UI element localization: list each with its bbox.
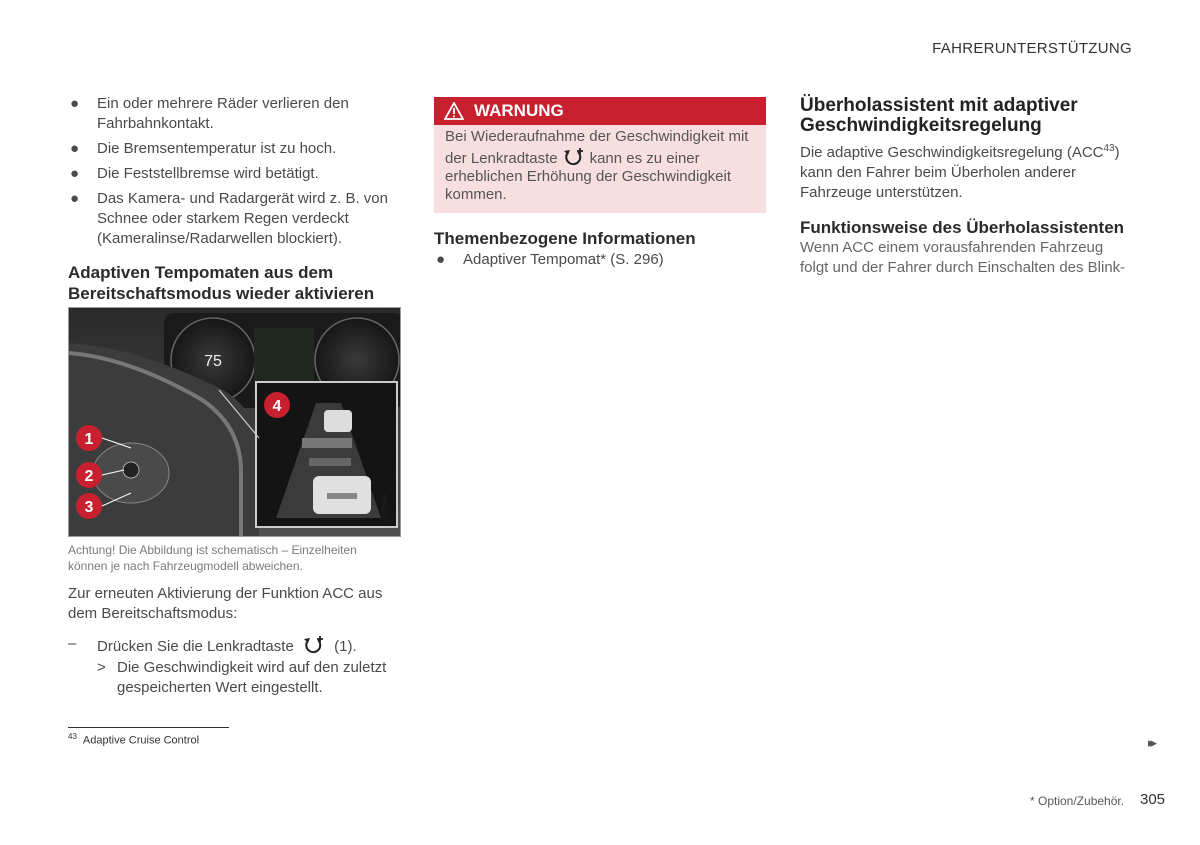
list-item: ● Das Kamera- und Radargerät wird z. B. von Schnee oder starkem Regen verdeckt (Kameralinse/Radarwellen blockiert). (70, 190, 388, 247)
footnote-number: 43 (68, 732, 77, 741)
warning-text: Bei Wiederaufnahme der Geschwindigkeit mit der Lenkradtaste kann es zu einer erheblichen Erhöhung der Geschwindigkeit kommen. (445, 128, 749, 203)
related-link[interactable]: Adaptiver Tempomat* (S. 296) (463, 251, 664, 268)
column-left (68, 94, 390, 696)
warning-header (434, 97, 766, 125)
callout-1: 1 (84, 431, 94, 448)
step-dash: – (68, 635, 77, 652)
page-section-title: Überholassistent mit adaptiver Geschwindigkeitsregelung (800, 95, 1078, 136)
column-right (800, 96, 1135, 278)
callout-3: 3 (84, 499, 94, 516)
footnote (68, 732, 199, 747)
step-text: Drücken Sie die Lenkradtaste (97, 638, 294, 655)
bullet-list (68, 94, 390, 249)
continue-arrows-icon: ▸▸ (1148, 735, 1154, 750)
list-item: ● Ein oder mehrere Räder verlieren den Fahrbahnkontakt. (70, 95, 349, 132)
related-heading: Themenbezogene Informationen (434, 229, 696, 248)
footnote-text: Adaptive Cruise Control (82, 734, 200, 747)
page-number: 305 (1140, 791, 1166, 808)
subsection-heading: Funktionsweise des Überholassistenten (800, 218, 1125, 237)
resume-button-icon (562, 146, 586, 168)
result-text: Die Geschwindigkeit wird auf den zuletzt gespeicherten Wert eingestellt. (117, 659, 387, 696)
callout-2: 2 (84, 468, 94, 485)
footnote-divider (68, 727, 229, 728)
step-reference: (1). (334, 638, 357, 655)
paragraph-acc: Die adaptive Geschwindigkeitsregelung (ACC$^{43}$) kann den Fahrer beim Überholen anderer Fahrzeuge unterstützen. (800, 143, 1120, 201)
dashboard-illustration (68, 307, 401, 537)
intro-paragraph: Zur erneuten Aktivierung der Funktion ACC aus dem Bereitschaftsmodus: (68, 585, 383, 622)
warning-box (434, 97, 766, 213)
paragraph-function: Wenn ACC einem vorausfahrenden Fahrzeug folgt und der Fahrer durch Einschalten des Blink- (800, 239, 1126, 276)
figure-code: G052864 (382, 494, 389, 523)
section-heading: Adaptiven Tempomaten aus dem Bereitschaftsmodus wieder aktivieren (68, 263, 375, 303)
list-item: ● Die Bremsentemperatur ist zu hoch. (70, 140, 337, 157)
warning-title: WARNUNG (474, 101, 564, 120)
list-item: ● Die Feststellbremse wird betätigt. (70, 165, 319, 182)
warning-triangle-icon (444, 102, 464, 120)
option-note: * Option/Zubehör. (1030, 794, 1125, 808)
section-title: FAHRERUNTERSTÜTZUNG (932, 40, 1132, 57)
result-arrow: > (97, 659, 106, 676)
speed-readout: 75 (204, 353, 222, 370)
callout-4: 4 (272, 398, 282, 415)
figure-caption: Achtung! Die Abbildung ist schematisch – Einzelheiten können je nach Fahrzeugmodell abweichen. (68, 543, 357, 573)
resume-button-icon (302, 634, 326, 656)
